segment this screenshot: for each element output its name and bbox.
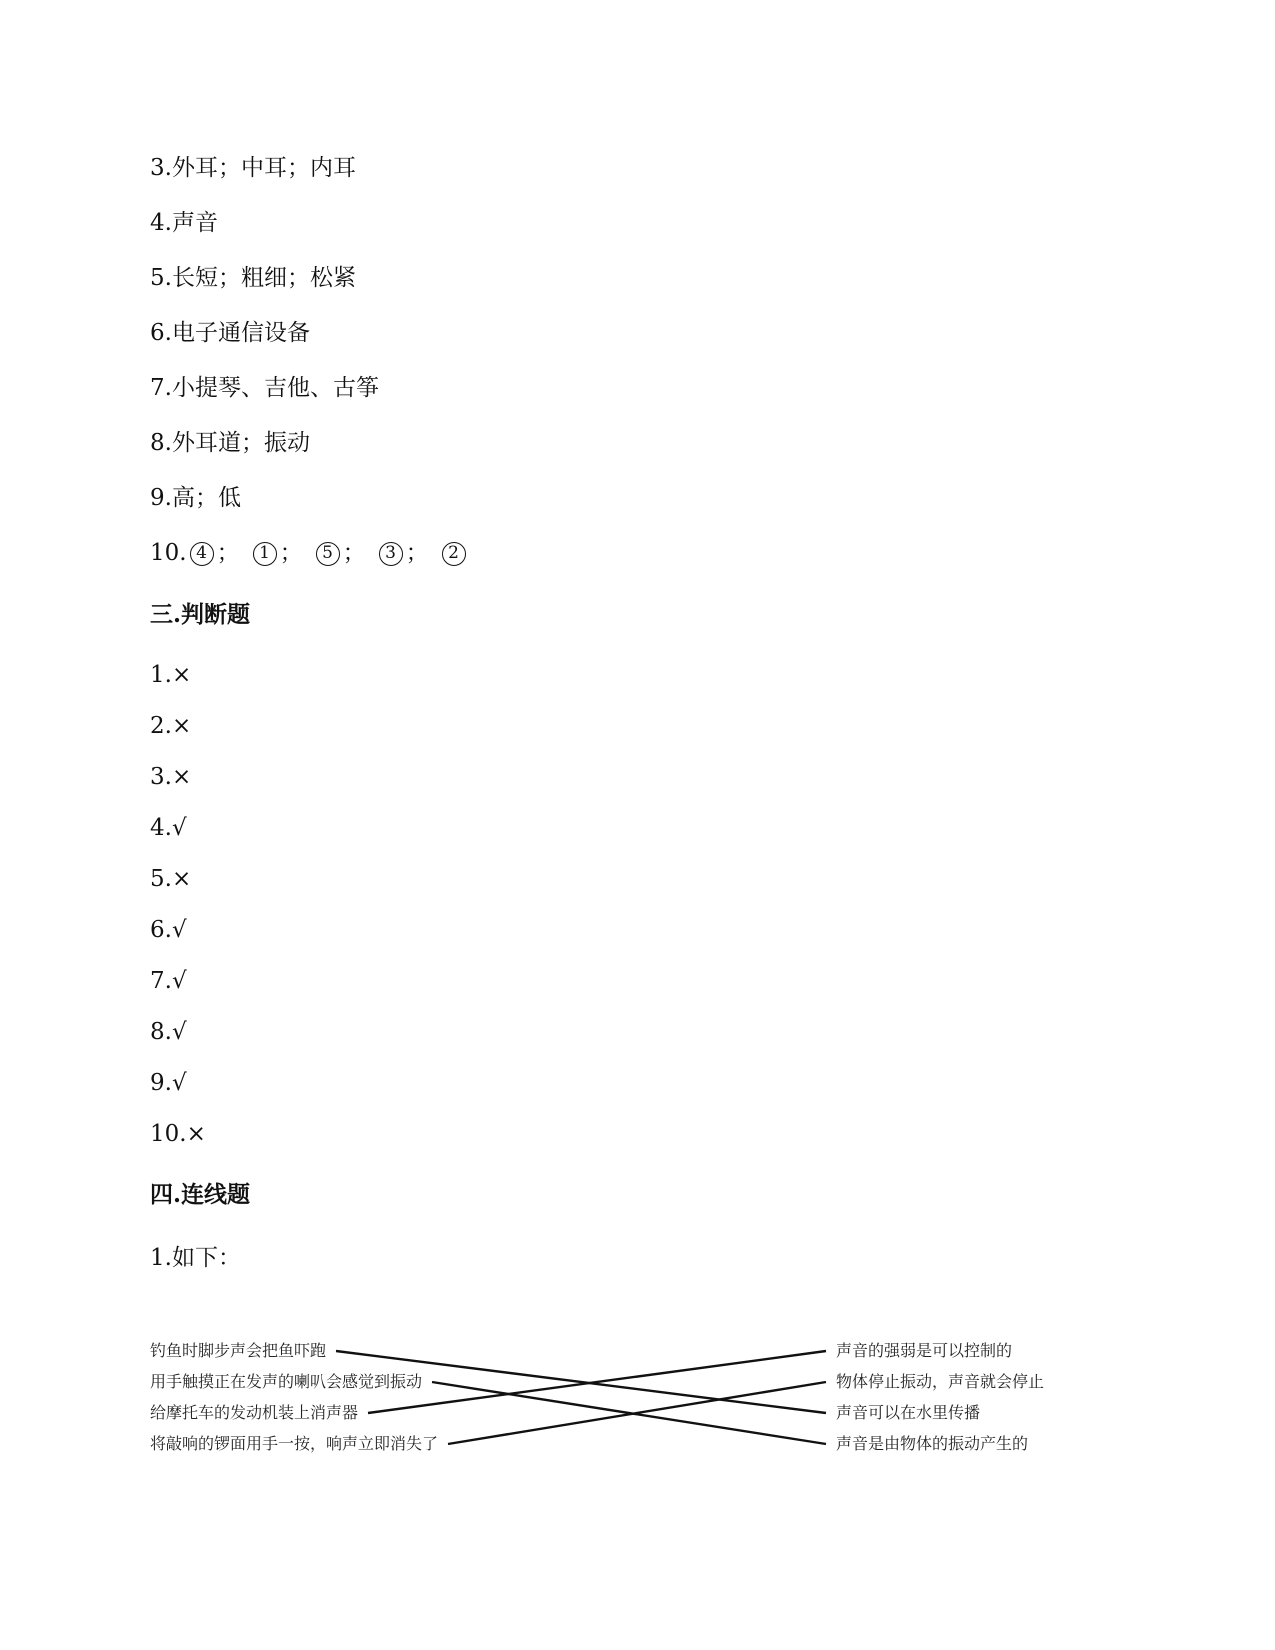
judge-answer-1: 1.× [150,662,192,688]
fill-answer-3: 3.外耳；中耳；内耳 [150,155,356,181]
q10-separator: ； [279,540,303,566]
judge-answer-10: 10.× [150,1121,206,1147]
fill-answer-4: 4.声音 [150,210,218,236]
left-statement-3: 给摩托车的发动机装上消声器 [150,1403,359,1422]
circled-number: 2 [442,542,466,566]
fill-answer-5: 5.长短；粗细；松紧 [150,265,356,291]
circled-number: 3 [379,542,403,566]
judge-answer-5: 5.× [150,866,192,892]
fill-answer-9: 9.高；低 [150,485,241,511]
right-conclusion-3: 声音可以在水里传播 [836,1403,981,1422]
right-conclusion-2: 物体停止振动，声音就会停止 [836,1372,1045,1391]
judge-answer-9: 9.√ [150,1070,187,1096]
fill-answer-8: 8.外耳道；振动 [150,430,310,456]
left-statement-1: 钓鱼时脚步声会把鱼吓跑 [150,1341,327,1360]
fill-answer-7: 7.小提琴、吉他、古筝 [150,375,379,401]
q10-separator: ； [216,540,240,566]
left-statement-2: 用手触摸正在发声的喇叭会感觉到振动 [150,1372,423,1391]
q10-separator: ； [342,540,366,566]
q10-prefix: 10. [150,540,187,566]
judge-answer-2: 2.× [150,713,192,739]
circled-number: 1 [253,542,277,566]
matching-diagram [150,1340,1110,1470]
judge-answer-7: 7.√ [150,968,187,994]
circled-number: 4 [190,542,214,566]
q10-separator: ； [405,540,429,566]
right-conclusion-4: 声音是由物体的振动产生的 [836,1434,1029,1453]
judge-answer-6: 6.√ [150,917,187,943]
circled-number: 5 [316,542,340,566]
left-statement-4: 将敲响的锣面用手一按，响声立即消失了 [150,1434,439,1453]
section-3-title: 三.判断题 [150,601,251,628]
judge-answer-4: 4.√ [150,815,187,841]
judge-answer-8: 8.√ [150,1019,187,1045]
fill-answer-10 [150,538,469,568]
right-conclusion-1: 声音的强弱是可以控制的 [836,1341,1013,1360]
section-4-title: 四.连线题 [150,1181,251,1208]
judge-answer-3: 3.× [150,764,192,790]
matching-q1-label: 1.如下： [150,1245,241,1271]
fill-answer-6: 6.电子通信设备 [150,320,310,346]
